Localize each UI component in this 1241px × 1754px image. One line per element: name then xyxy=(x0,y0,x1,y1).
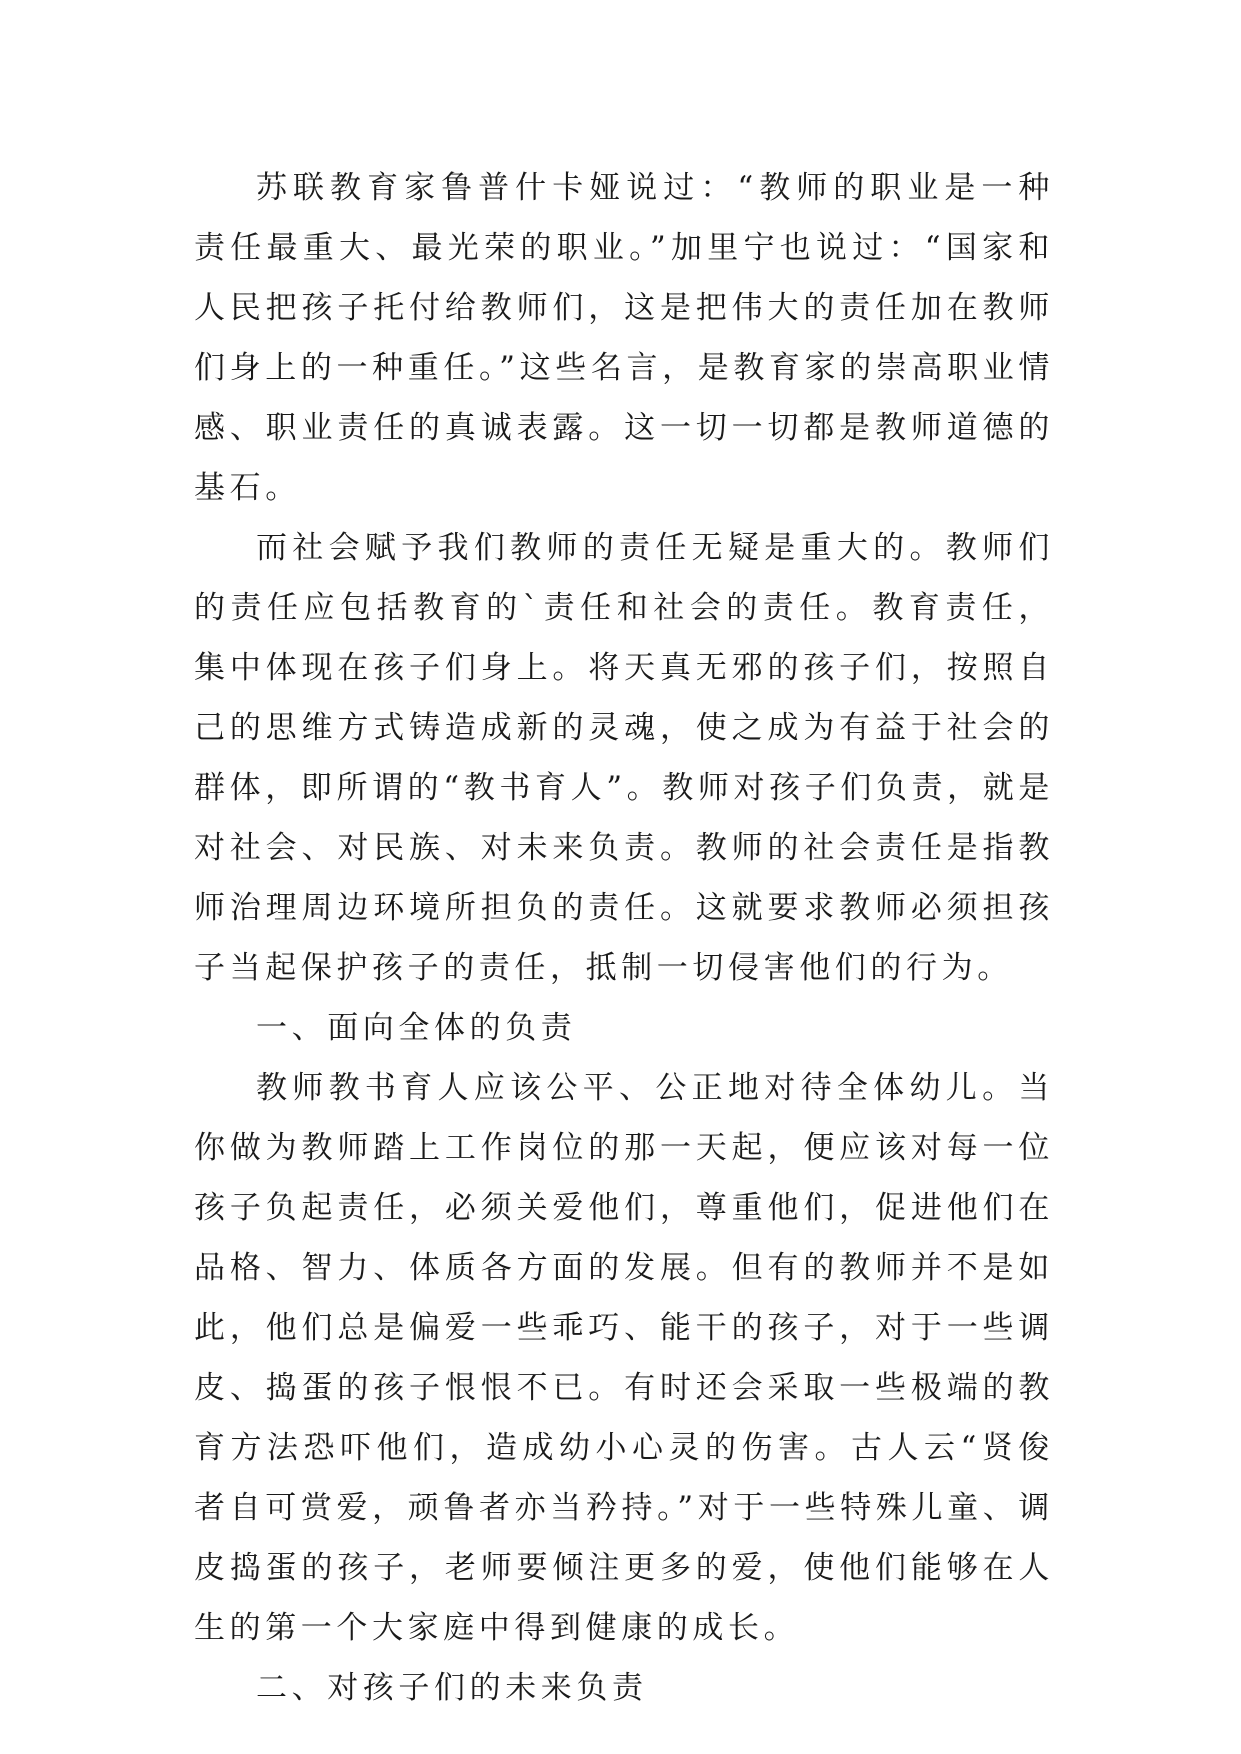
document-body xyxy=(194,158,1054,1718)
section-heading-2: 二、对孩子们的未来负责 xyxy=(256,1670,648,1706)
paragraph-3: 教师教书育人应该公平、公正地对待全体幼儿。当你做为教师踏上工作岗位的那一天起，便应该对每一位孩子负起责任，必须关爱他们，尊重他们，促进他们在品格、智力、体质各方面的发展。但有的教师并不是如此，他们总是偏爱一些乖巧、能干的孩子，对于一些调皮、捣蛋的孩子恨恨不已。有时还会采取一些极端的教育方法恐吓他们，造成幼小心灵的伤害。古人云“贤俊者自可赏爱，顽鲁者亦当矜持。”对于一些特殊儿童、调皮捣蛋的孩子，老师要倾注更多的爱，使他们能够在人生的第一个大家庭中得到健康的成长。 xyxy=(194,1070,1054,1646)
section-heading-1: 一、面向全体的负责 xyxy=(256,1010,577,1046)
paragraph-2: 而社会赋予我们教师的责任无疑是重大的。教师们的责任应包括教育的`责任和社会的责任。教育责任，集中体现在孩子们身上。将天真无邪的孩子们，按照自己的思维方式铸造成新的灵魂，使之成为有益于社会的群体，即所谓的“教书育人”。教师对孩子们负责，就是对社会、对民族、对未来负责。教师的社会责任是指教师治理周边环境所担负的责任。这就要求教师必须担孩子当起保护孩子的责任，抵制一切侵害他们的行为。 xyxy=(194,530,1054,986)
paragraph-1: 苏联教育家鲁普什卡娅说过：“教师的职业是一种责任最重大、最光荣的职业。”加里宁也说过：“国家和人民把孩子托付给教师们，这是把伟大的责任加在教师们身上的一种重任。”这些名言，是教育家的崇高职业情感、职业责任的真诚表露。这一切一切都是教师道德的基石。 xyxy=(194,170,1054,506)
